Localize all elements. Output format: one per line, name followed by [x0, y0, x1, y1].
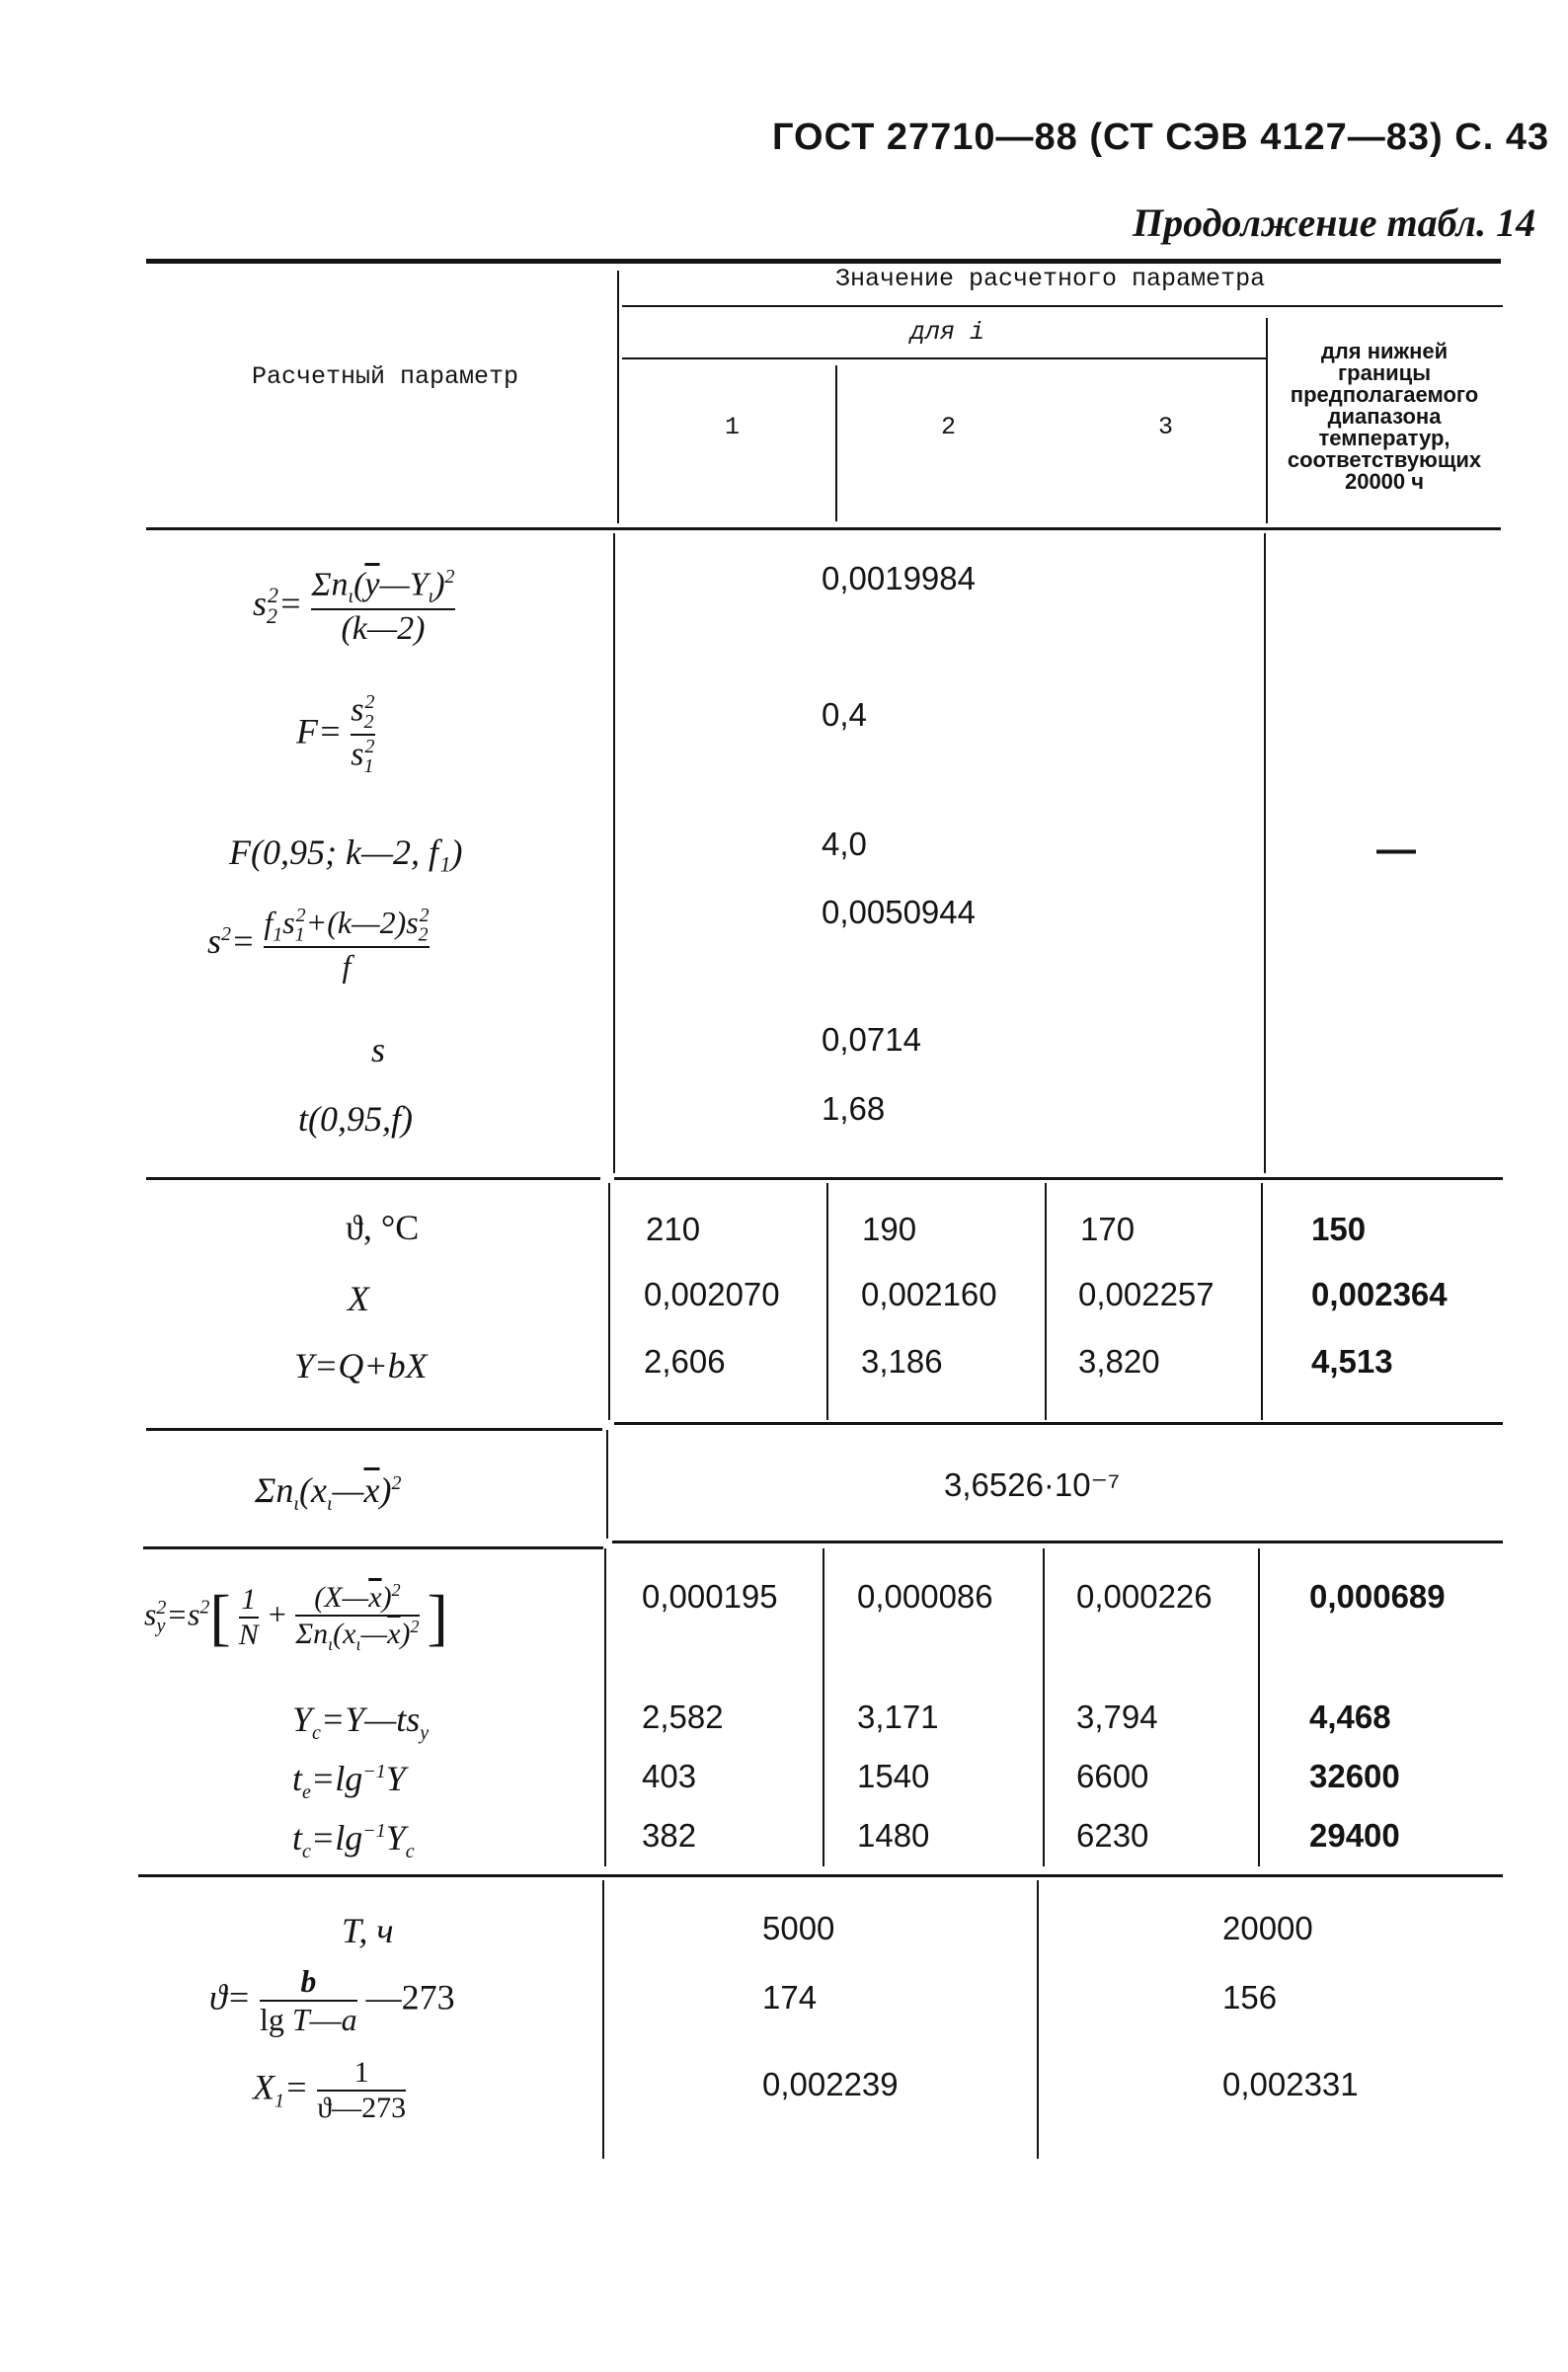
cell-sy-1: 0,000195: [642, 1578, 778, 1615]
cell-y-3: 3,820: [1078, 1343, 1160, 1380]
cell-tc-lower: 29400: [1309, 1817, 1400, 1854]
formula-theta: ϑ= $\frac{b}{\text{lg T—a}}$ —273: [209, 1963, 455, 2037]
value-group-header: Значение расчетного параметра: [835, 265, 1266, 293]
column-2-header: 2: [941, 413, 957, 441]
cell-x-lower: 0,002364: [1311, 1276, 1448, 1312]
cell-y-2: 3,186: [861, 1343, 943, 1380]
formula-s2-squared: $s_2^2=$ $\frac{\Sigma n_\iota(\overline{y}—Y_\iota)^2}{(k—2)}$: [253, 566, 455, 648]
formula-sy-squared: $s_y^2=s^2$[ $\frac{1}{N}$ + $\frac{(X—\overline{x})^2}{\Sigma n_\iota(x_\iota—\overline{x})^2}$ ]: [144, 1580, 448, 1654]
cell-time-2: 20000: [1222, 1910, 1313, 1946]
cell-te-lower: 32600: [1309, 1758, 1400, 1794]
param-column-header: Расчетный параметр: [252, 362, 519, 391]
cell-te-1: 403: [642, 1758, 697, 1794]
cell-temp-1: 210: [646, 1211, 701, 1247]
cell-y-1: 2,606: [644, 1343, 726, 1380]
lower-bound-column-header: для нижней границы предполагаемого диапазона температур, соответствующих 20000 ч: [1287, 339, 1482, 494]
cell-x1-1: 0,002239: [762, 2066, 899, 2102]
cell-te-3: 6600: [1076, 1758, 1149, 1794]
cell-time-1: 5000: [762, 1910, 835, 1946]
cell-theta-2: 156: [1222, 1979, 1278, 2016]
cell-temp-3: 170: [1080, 1211, 1136, 1247]
cell-tc-3: 6230: [1076, 1817, 1149, 1854]
column-3-header: 3: [1158, 413, 1174, 441]
value-sum-x-deviation: 3,6526·10⁻⁷: [944, 1466, 1120, 1503]
cell-y-lower: 4,513: [1311, 1343, 1393, 1380]
cell-yc-2: 3,171: [857, 1699, 939, 1735]
lower-bound-dash: —: [1376, 828, 1416, 871]
cell-tc-2: 1480: [857, 1817, 930, 1854]
cell-x-3: 0,002257: [1078, 1276, 1215, 1312]
cell-temp-2: 190: [862, 1211, 917, 1247]
cell-sy-lower: 0,000689: [1309, 1578, 1446, 1615]
param-sum-x-deviation: $\Sigma n_\iota(x_\iota—\overline{x})^2$: [255, 1470, 402, 1516]
cell-yc-3: 3,794: [1076, 1699, 1158, 1735]
value-f-ratio: 0,4: [822, 696, 867, 733]
cell-yc-1: 2,582: [642, 1699, 724, 1735]
param-y: Y=Q+bX: [294, 1346, 428, 1385]
formula-x1: $X_1=$ $\frac{1}{ϑ—273}$: [253, 2056, 407, 2124]
cell-x-2: 0,002160: [861, 1276, 997, 1312]
cell-x1-2: 0,002331: [1222, 2066, 1359, 2102]
cell-tc-1: 382: [642, 1817, 697, 1854]
value-s-squared: 0,0050944: [822, 894, 976, 930]
formula-s-squared: $s^2=$ $\frac{f_1s_1^2+(k—2)s_2^2}{f}$: [207, 905, 430, 985]
cell-theta-1: 174: [762, 1979, 818, 2016]
column-1-header: 1: [725, 413, 741, 441]
value-t-critical: 1,68: [822, 1090, 886, 1127]
param-time-t: T, ч: [342, 1911, 394, 1950]
cell-x-1: 0,002070: [644, 1276, 780, 1312]
formula-t-critical: t(0,95,f): [298, 1099, 413, 1139]
formula-f-ratio: F= $\frac{s_2^2}{s_1^2}$: [296, 691, 375, 778]
param-yc: $Y_c=Y—ts_y$: [292, 1700, 430, 1745]
cell-sy-3: 0,000226: [1076, 1578, 1213, 1615]
param-te: $t_e=\lg^{-1}Y$: [292, 1759, 406, 1804]
for-i-header: для i: [910, 318, 985, 347]
table-continuation-label: Продолжение табл. 14: [1133, 200, 1536, 245]
value-s: 0,0714: [822, 1021, 921, 1058]
param-temperature: ϑ, °C: [346, 1208, 420, 1247]
cell-sy-2: 0,000086: [857, 1578, 993, 1615]
formula-s: s: [371, 1030, 386, 1069]
formula-f-critical: F(0,95; k—2, f₁): [229, 832, 463, 872]
param-tc: $t_c=\lg^{-1}Y_c$: [292, 1818, 415, 1863]
cell-te-2: 1540: [857, 1758, 930, 1794]
cell-temp-lower: 150: [1311, 1211, 1367, 1247]
cell-yc-lower: 4,468: [1309, 1699, 1391, 1735]
value-s2-squared: 0,0019984: [822, 560, 976, 596]
param-x: X: [348, 1279, 369, 1318]
value-f-critical: 4,0: [822, 826, 867, 862]
page-header: ГОСТ 27710—88 (СТ СЭВ 4127—83) С. 43: [772, 117, 1550, 158]
